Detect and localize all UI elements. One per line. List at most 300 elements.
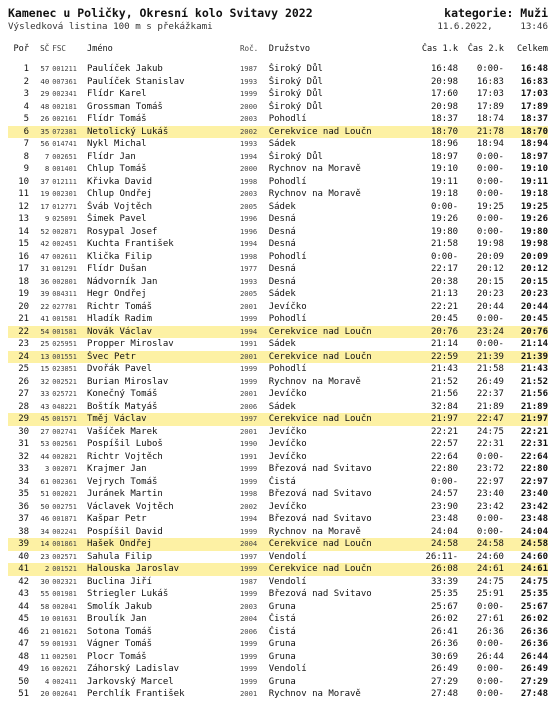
table-row xyxy=(8,451,548,464)
cell-jmeno: Pospíšil Luboš xyxy=(86,439,163,449)
cell-sc: 47 xyxy=(40,251,50,261)
cell-celkem: 17:89 xyxy=(520,101,548,112)
cell-cas1: 26:11- xyxy=(425,551,459,562)
cell-cas2: 20:15 xyxy=(476,276,504,287)
cell-fsc: 025951 xyxy=(52,340,77,348)
cell-celkem: 20:12 xyxy=(520,264,548,274)
table-row xyxy=(8,513,548,526)
cell-cas1: 20:45 xyxy=(430,314,459,324)
cell-roc: 1999 xyxy=(239,364,258,373)
cell-cas2: 20:44 xyxy=(476,301,504,312)
cell-roc: 1999 xyxy=(239,651,258,661)
cell-fsc: 001581 xyxy=(52,327,77,336)
cell-fsc: 002161 xyxy=(52,115,77,123)
table-row xyxy=(8,238,548,251)
cell-cas1: 20:98 xyxy=(430,76,459,87)
cell-roc: 2002 xyxy=(239,126,258,136)
cell-cas2: 20:09 xyxy=(476,251,504,262)
cell-cas1: 22:80 xyxy=(430,464,459,474)
cell-roc: 2001 xyxy=(239,351,258,361)
cell-roc: 1987 xyxy=(239,64,258,73)
cell-sc: 59 xyxy=(40,639,50,648)
cell-jmeno: Šimek Pavel xyxy=(86,214,147,224)
cell-por: 16 xyxy=(18,251,30,262)
cell-celkem: 21:56 xyxy=(520,389,548,399)
cell-cas2: 0:00- xyxy=(476,314,504,324)
cell-druzstvo: Cerekvice nad Loučn xyxy=(268,539,372,549)
cell-cas1: 27:29 xyxy=(430,676,459,687)
cell-por: 50 xyxy=(18,676,30,687)
cell-cas1: 18:70 xyxy=(430,126,459,137)
table-row xyxy=(8,688,548,701)
cell-jmeno: Buclina Jiří xyxy=(86,576,152,587)
cell-por: 22 xyxy=(18,326,30,337)
cell-celkem: 25:67 xyxy=(520,601,548,612)
cell-druzstvo: Březová nad Svitavo xyxy=(268,589,372,599)
cell-cas1: 0:00- xyxy=(430,251,459,262)
cell-cas1: 21:52 xyxy=(430,376,459,387)
col-header-celkem: Celkem xyxy=(516,44,548,54)
cell-roc: 1996 xyxy=(239,214,258,223)
cell-druzstvo: Rychnov na Moravě xyxy=(268,189,361,199)
cell-cas2: 22:31 xyxy=(476,439,504,449)
cell-cas2: 21:39 xyxy=(476,351,504,362)
cell-celkem: 27:29 xyxy=(520,676,548,687)
cell-roc: 1998 xyxy=(239,489,258,498)
cell-fsc: 001631 xyxy=(52,615,77,623)
cell-fsc: 027781 xyxy=(52,302,77,311)
cell-druzstvo: Cerekvice nad Loučn xyxy=(268,414,372,424)
cell-fsc: 002411 xyxy=(52,677,77,686)
cell-cas2: 20:12 xyxy=(476,264,504,274)
cell-fsc: 002501 xyxy=(52,652,77,661)
cell-celkem: 21:39 xyxy=(520,351,548,362)
table-row xyxy=(8,263,548,276)
table-row xyxy=(8,188,548,201)
cell-cas2: 0:00- xyxy=(476,514,504,524)
cell-cas1: 24:04 xyxy=(430,526,459,537)
cell-cas2: 23:40 xyxy=(476,489,504,499)
table-row xyxy=(8,326,548,339)
table-row xyxy=(8,576,548,589)
cell-fsc: 002561 xyxy=(52,440,77,448)
table-row xyxy=(8,276,548,289)
cell-por: 32 xyxy=(18,451,30,462)
cell-por: 14 xyxy=(18,226,30,237)
cell-jmeno: Jarkovský Marcel xyxy=(86,676,174,687)
date-time xyxy=(437,21,548,33)
cell-druzstvo: Březová nad Svitavo xyxy=(268,514,372,524)
cell-celkem: 23:40 xyxy=(520,489,548,499)
cell-cas1: 17:60 xyxy=(430,89,459,99)
col-header-fsc: FSC xyxy=(52,44,66,53)
cell-cas1: 26:36 xyxy=(430,639,459,649)
cell-sc: 36 xyxy=(40,276,50,286)
cell-jmeno: Tměj Václav xyxy=(86,414,147,424)
cell-cas1: 22:64 xyxy=(430,451,459,462)
cell-cas2: 18:94 xyxy=(476,139,504,149)
cell-fsc: 025091 xyxy=(52,215,77,223)
cell-jmeno: Grossman Tomáš xyxy=(86,101,163,112)
cell-cas2: 17:89 xyxy=(476,101,504,112)
cell-sc: 40 xyxy=(40,76,50,86)
table-row xyxy=(8,663,548,676)
cell-fsc: 023851 xyxy=(52,365,77,373)
cell-druzstvo: Desná xyxy=(268,239,296,249)
cell-celkem: 26:36 xyxy=(520,626,548,637)
cell-celkem: 19:18 xyxy=(520,189,548,199)
cell-cas2: 0:00- xyxy=(476,664,504,674)
cell-roc: 1997 xyxy=(239,414,258,423)
cell-celkem: 19:98 xyxy=(520,239,548,249)
cell-cas2: 16:83 xyxy=(476,76,504,87)
cell-celkem: 24:61 xyxy=(520,564,548,574)
cell-cas1: 22:59 xyxy=(430,351,459,362)
cell-por: 25 xyxy=(18,364,30,374)
cell-cas2: 19:25 xyxy=(476,201,504,212)
cell-celkem: 18:37 xyxy=(520,114,548,124)
cell-druzstvo: Široký Důl xyxy=(268,76,323,87)
cell-roc: 2001 xyxy=(239,389,258,398)
cell-sc: 43 xyxy=(40,401,50,411)
cell-sc: 22 xyxy=(40,301,50,311)
subheader-line xyxy=(8,21,548,33)
cell-jmeno: Sahula Filip xyxy=(86,551,152,562)
cell-jmeno: Konečný Tomáš xyxy=(86,389,158,399)
cell-druzstvo: Jevíčko xyxy=(268,439,307,449)
cell-roc: 1993 xyxy=(239,276,258,286)
cell-por: 2 xyxy=(23,76,30,87)
cell-druzstvo: Rychnov na Moravě xyxy=(268,164,361,174)
cell-por: 42 xyxy=(18,576,30,587)
cell-druzstvo: Čistá xyxy=(268,476,296,487)
table-row xyxy=(8,438,548,451)
cell-sc: 29 xyxy=(40,89,50,98)
col-header-druzstvo: Družstvo xyxy=(268,44,311,54)
cell-roc: 1999 xyxy=(239,676,258,686)
time-label: 13:46 xyxy=(520,21,548,32)
cell-celkem: 22:80 xyxy=(520,464,548,474)
cell-roc: 2000 xyxy=(239,164,258,173)
cell-druzstvo: Čistá xyxy=(268,614,296,624)
cell-roc: 1999 xyxy=(239,589,258,598)
cell-sc: 39 xyxy=(40,289,50,298)
cell-cas2: 22:47 xyxy=(476,414,504,424)
cell-fsc: 002241 xyxy=(52,527,77,536)
cell-celkem: 26:02 xyxy=(520,614,548,624)
cell-jmeno: Propper Miroslav xyxy=(86,339,174,349)
cell-jmeno: Vejrych Tomáš xyxy=(86,476,158,487)
cell-por: 11 xyxy=(18,189,30,199)
cell-roc: 2003 xyxy=(239,601,258,611)
cell-druzstvo: Jevíčko xyxy=(268,301,307,312)
cell-cas1: 21:13 xyxy=(430,289,459,299)
cell-fsc: 002451 xyxy=(52,240,77,248)
cell-druzstvo: Jevíčko xyxy=(268,451,307,462)
cell-druzstvo: Vendolí xyxy=(268,576,307,587)
cell-celkem: 24:60 xyxy=(520,551,548,562)
cell-cas1: 23:48 xyxy=(430,514,459,524)
table-row xyxy=(8,226,548,239)
cell-fsc: 002821 xyxy=(52,452,77,461)
cell-roc: 2006 xyxy=(239,401,258,411)
cell-sc: 8 xyxy=(44,164,50,173)
cell-sc: 14 xyxy=(40,539,50,548)
cell-cas1: 26:02 xyxy=(430,614,459,624)
cell-por: 7 xyxy=(23,139,30,149)
cell-cas2: 0:00- xyxy=(476,676,504,687)
cell-por: 21 xyxy=(18,314,30,324)
cell-fsc: 002301 xyxy=(52,190,77,198)
cell-por: 43 xyxy=(18,589,30,599)
cell-jmeno: Pospíšil David xyxy=(86,526,163,537)
cell-sc: 30 xyxy=(40,576,50,586)
cell-cas1: 26:41 xyxy=(430,626,459,637)
table-row xyxy=(8,201,548,214)
cell-sc: 46 xyxy=(40,514,50,523)
cell-por: 18 xyxy=(18,276,30,287)
cell-fsc: 002641 xyxy=(52,690,77,698)
cell-jmeno: Hladík Radim xyxy=(86,314,152,324)
cell-jmeno: Krajmer Jan xyxy=(86,464,147,474)
table-row xyxy=(8,488,548,501)
cell-roc: 2001 xyxy=(239,689,258,698)
cell-sc: 15 xyxy=(40,364,50,373)
table-row xyxy=(8,63,548,76)
cell-fsc: 001401 xyxy=(52,165,77,173)
cell-druzstvo: Cerekvice nad Loučn xyxy=(268,564,372,574)
cell-celkem: 23:48 xyxy=(520,514,548,524)
results-table xyxy=(8,63,548,701)
cell-sc: 17 xyxy=(40,201,50,211)
cell-cas2: 19:98 xyxy=(476,239,504,249)
cell-druzstvo: Sádek xyxy=(268,401,296,412)
cell-sc: 25 xyxy=(40,339,50,348)
cell-cas1: 20:76 xyxy=(430,326,459,337)
cell-por: 51 xyxy=(18,689,30,699)
cell-por: 17 xyxy=(18,264,30,274)
cell-sc: 50 xyxy=(40,501,50,511)
cell-druzstvo: Pohodlí xyxy=(268,314,307,324)
cell-por: 23 xyxy=(18,339,30,349)
cell-roc: 1994 xyxy=(239,151,258,161)
results-subtitle: Výsledková listina 100 m s překážkami xyxy=(8,21,213,32)
table-row xyxy=(8,163,548,176)
cell-roc: 1993 xyxy=(239,76,258,86)
cell-fsc: 001521 xyxy=(52,565,77,573)
cell-jmeno: Netolický Lukáš xyxy=(86,126,169,137)
cell-druzstvo: Sádek xyxy=(268,139,296,149)
cell-por: 34 xyxy=(18,476,30,487)
cell-druzstvo: Jevíčko xyxy=(268,501,307,512)
cell-sc: 37 xyxy=(40,176,50,186)
table-row xyxy=(8,138,548,151)
cell-celkem: 18:94 xyxy=(520,139,548,149)
cell-cas1: 24:58 xyxy=(430,539,459,549)
cell-cas2: 23:24 xyxy=(476,326,504,337)
cell-cas1: 21:58 xyxy=(430,239,459,249)
cell-por: 28 xyxy=(18,401,30,412)
cell-druzstvo: Desná xyxy=(268,214,296,224)
cell-fsc: 002571 xyxy=(52,552,77,561)
cell-sc: 53 xyxy=(40,439,50,448)
table-row xyxy=(8,376,548,389)
table-row xyxy=(8,676,548,689)
cell-jmeno: Plocr Tomáš xyxy=(86,651,147,662)
cell-roc: 1997 xyxy=(239,551,258,561)
cell-fsc: 007361 xyxy=(52,77,77,86)
cell-druzstvo: Pohodlí xyxy=(268,251,307,262)
cell-cas1: 22:17 xyxy=(430,264,459,274)
cell-sc: 3 xyxy=(44,464,50,473)
cell-roc: 2005 xyxy=(239,289,258,298)
cell-roc: 1977 xyxy=(239,264,258,273)
table-row xyxy=(8,538,548,551)
cell-roc: 2001 xyxy=(239,301,258,311)
cell-roc: 1998 xyxy=(239,251,258,261)
cell-cas2: 27:61 xyxy=(476,614,504,624)
cell-cas2: 0:00- xyxy=(476,226,504,237)
cell-jmeno: Švec Petr xyxy=(86,351,136,362)
cell-por: 6 xyxy=(23,126,30,137)
cell-sc: 9 xyxy=(44,214,50,223)
cell-jmeno: Klička Filip xyxy=(86,251,152,262)
cell-roc: 1996 xyxy=(239,226,258,236)
cell-druzstvo: Pohodlí xyxy=(268,364,307,374)
cell-druzstvo: Jevíčko xyxy=(268,389,307,399)
cell-cas2: 0:00- xyxy=(476,164,504,174)
cell-celkem: 23:42 xyxy=(520,501,548,512)
cell-celkem: 24:58 xyxy=(520,539,548,549)
cell-jmeno: Šváb Vojtěch xyxy=(86,201,152,212)
cell-celkem: 22:21 xyxy=(520,426,548,437)
cell-druzstvo: Desná xyxy=(268,264,296,274)
cell-cas1: 18:96 xyxy=(430,139,459,149)
cell-cas2: 0:00- xyxy=(476,189,504,199)
col-header-jmeno: Jméno xyxy=(86,44,113,54)
cell-celkem: 22:97 xyxy=(520,476,548,487)
cell-celkem: 21:89 xyxy=(520,401,548,412)
cell-fsc: 002341 xyxy=(52,90,77,98)
cell-por: 30 xyxy=(18,426,30,437)
cell-fsc: 002181 xyxy=(52,102,77,111)
cell-jmeno: Paulíček Jakub xyxy=(86,64,163,74)
cell-cas2: 0:00- xyxy=(476,639,504,649)
table-row xyxy=(8,126,548,139)
cell-druzstvo: Čistá xyxy=(268,626,296,637)
cell-druzstvo: Cerekvice nad Loučn xyxy=(268,351,372,362)
cell-cas1: 19:11 xyxy=(430,176,459,187)
cell-jmeno: Smolík Jakub xyxy=(86,601,152,612)
cell-fsc: 002361 xyxy=(52,477,77,486)
cell-sc: 34 xyxy=(40,526,50,536)
cell-roc: 1994 xyxy=(239,239,258,248)
cell-fsc: 084311 xyxy=(52,290,77,298)
cell-cas2: 0:00- xyxy=(476,451,504,462)
cell-druzstvo: Široký Důl xyxy=(268,101,323,112)
cell-celkem: 19:25 xyxy=(520,201,548,212)
cell-celkem: 16:48 xyxy=(520,64,548,74)
col-header-por: Poř xyxy=(13,44,30,54)
cell-cas2: 26:44 xyxy=(476,651,504,662)
cell-jmeno: Flídr Dušan xyxy=(86,264,147,274)
cell-cas2: 20:23 xyxy=(476,289,504,299)
cell-cas1: 32:84 xyxy=(430,401,459,412)
cell-roc: 1999 xyxy=(239,526,258,536)
column-headers xyxy=(8,43,548,63)
cell-por: 1 xyxy=(23,64,30,74)
cell-por: 20 xyxy=(18,301,30,312)
cell-jmeno: Nykl Michal xyxy=(86,139,147,149)
cell-druzstvo: Široký Důl xyxy=(268,151,323,162)
cell-sc: 11 xyxy=(40,651,50,661)
cell-fsc: 048221 xyxy=(52,402,77,411)
cell-fsc: 002021 xyxy=(52,490,77,498)
cell-jmeno: Křivka David xyxy=(86,176,152,187)
category-label: kategorie: Muži xyxy=(444,6,548,20)
table-row xyxy=(8,613,548,626)
cell-jmeno: Vágner Tomáš xyxy=(86,639,152,649)
cell-fsc: 001291 xyxy=(52,265,77,273)
cell-fsc: 014741 xyxy=(52,140,77,148)
cell-roc: 1994 xyxy=(239,326,258,336)
cell-cas2: 22:37 xyxy=(476,389,504,399)
cell-celkem: 26:36 xyxy=(520,639,548,649)
cell-por: 41 xyxy=(18,564,30,574)
cell-sc: 21 xyxy=(40,626,50,636)
cell-celkem: 20:45 xyxy=(520,314,548,324)
table-row xyxy=(8,88,548,101)
cell-celkem: 19:80 xyxy=(520,226,548,237)
cell-por: 49 xyxy=(18,664,30,674)
cell-cas1: 21:97 xyxy=(430,414,459,424)
cell-sc: 16 xyxy=(40,664,50,673)
cell-jmeno: Dvořák Pavel xyxy=(86,364,152,374)
cell-roc: 2004 xyxy=(239,614,258,623)
cell-roc: 1987 xyxy=(239,576,258,586)
cell-roc: 1993 xyxy=(239,139,258,148)
cell-por: 45 xyxy=(18,614,30,624)
cell-druzstvo: Gruna xyxy=(268,639,296,649)
cell-jmeno: Richtr Vojtěch xyxy=(86,451,163,462)
cell-cas1: 22:21 xyxy=(430,426,459,437)
cell-roc: 1990 xyxy=(239,439,258,448)
cell-cas1: 33:39 xyxy=(430,576,459,587)
cell-druzstvo: Vendolí xyxy=(268,551,307,562)
cell-roc: 2006 xyxy=(239,626,258,636)
cell-cas1: 19:18 xyxy=(430,189,459,199)
cell-jmeno: Rosypal Josef xyxy=(86,226,158,237)
cell-cas2: 18:74 xyxy=(476,114,504,124)
table-row xyxy=(8,76,548,89)
table-row xyxy=(8,351,548,364)
cell-sc: 2 xyxy=(44,564,50,573)
cell-por: 37 xyxy=(18,514,30,524)
cell-sc: 55 xyxy=(40,589,50,598)
cell-jmeno: Vašíček Marek xyxy=(86,426,158,437)
cell-fsc: 002611 xyxy=(52,252,77,261)
col-header-cas1: Čas 1.k xyxy=(421,44,459,54)
table-row xyxy=(8,401,548,414)
cell-cas1: 26:08 xyxy=(430,564,459,574)
cell-por: 26 xyxy=(18,376,30,387)
cell-jmeno: Striegler Lukáš xyxy=(86,589,169,599)
cell-fsc: 002621 xyxy=(52,665,77,673)
cell-cas2: 0:00- xyxy=(476,151,504,162)
table-row xyxy=(8,638,548,651)
cell-cas2: 0:00- xyxy=(476,64,504,74)
cell-jmeno: Richtr Tomáš xyxy=(86,301,152,312)
